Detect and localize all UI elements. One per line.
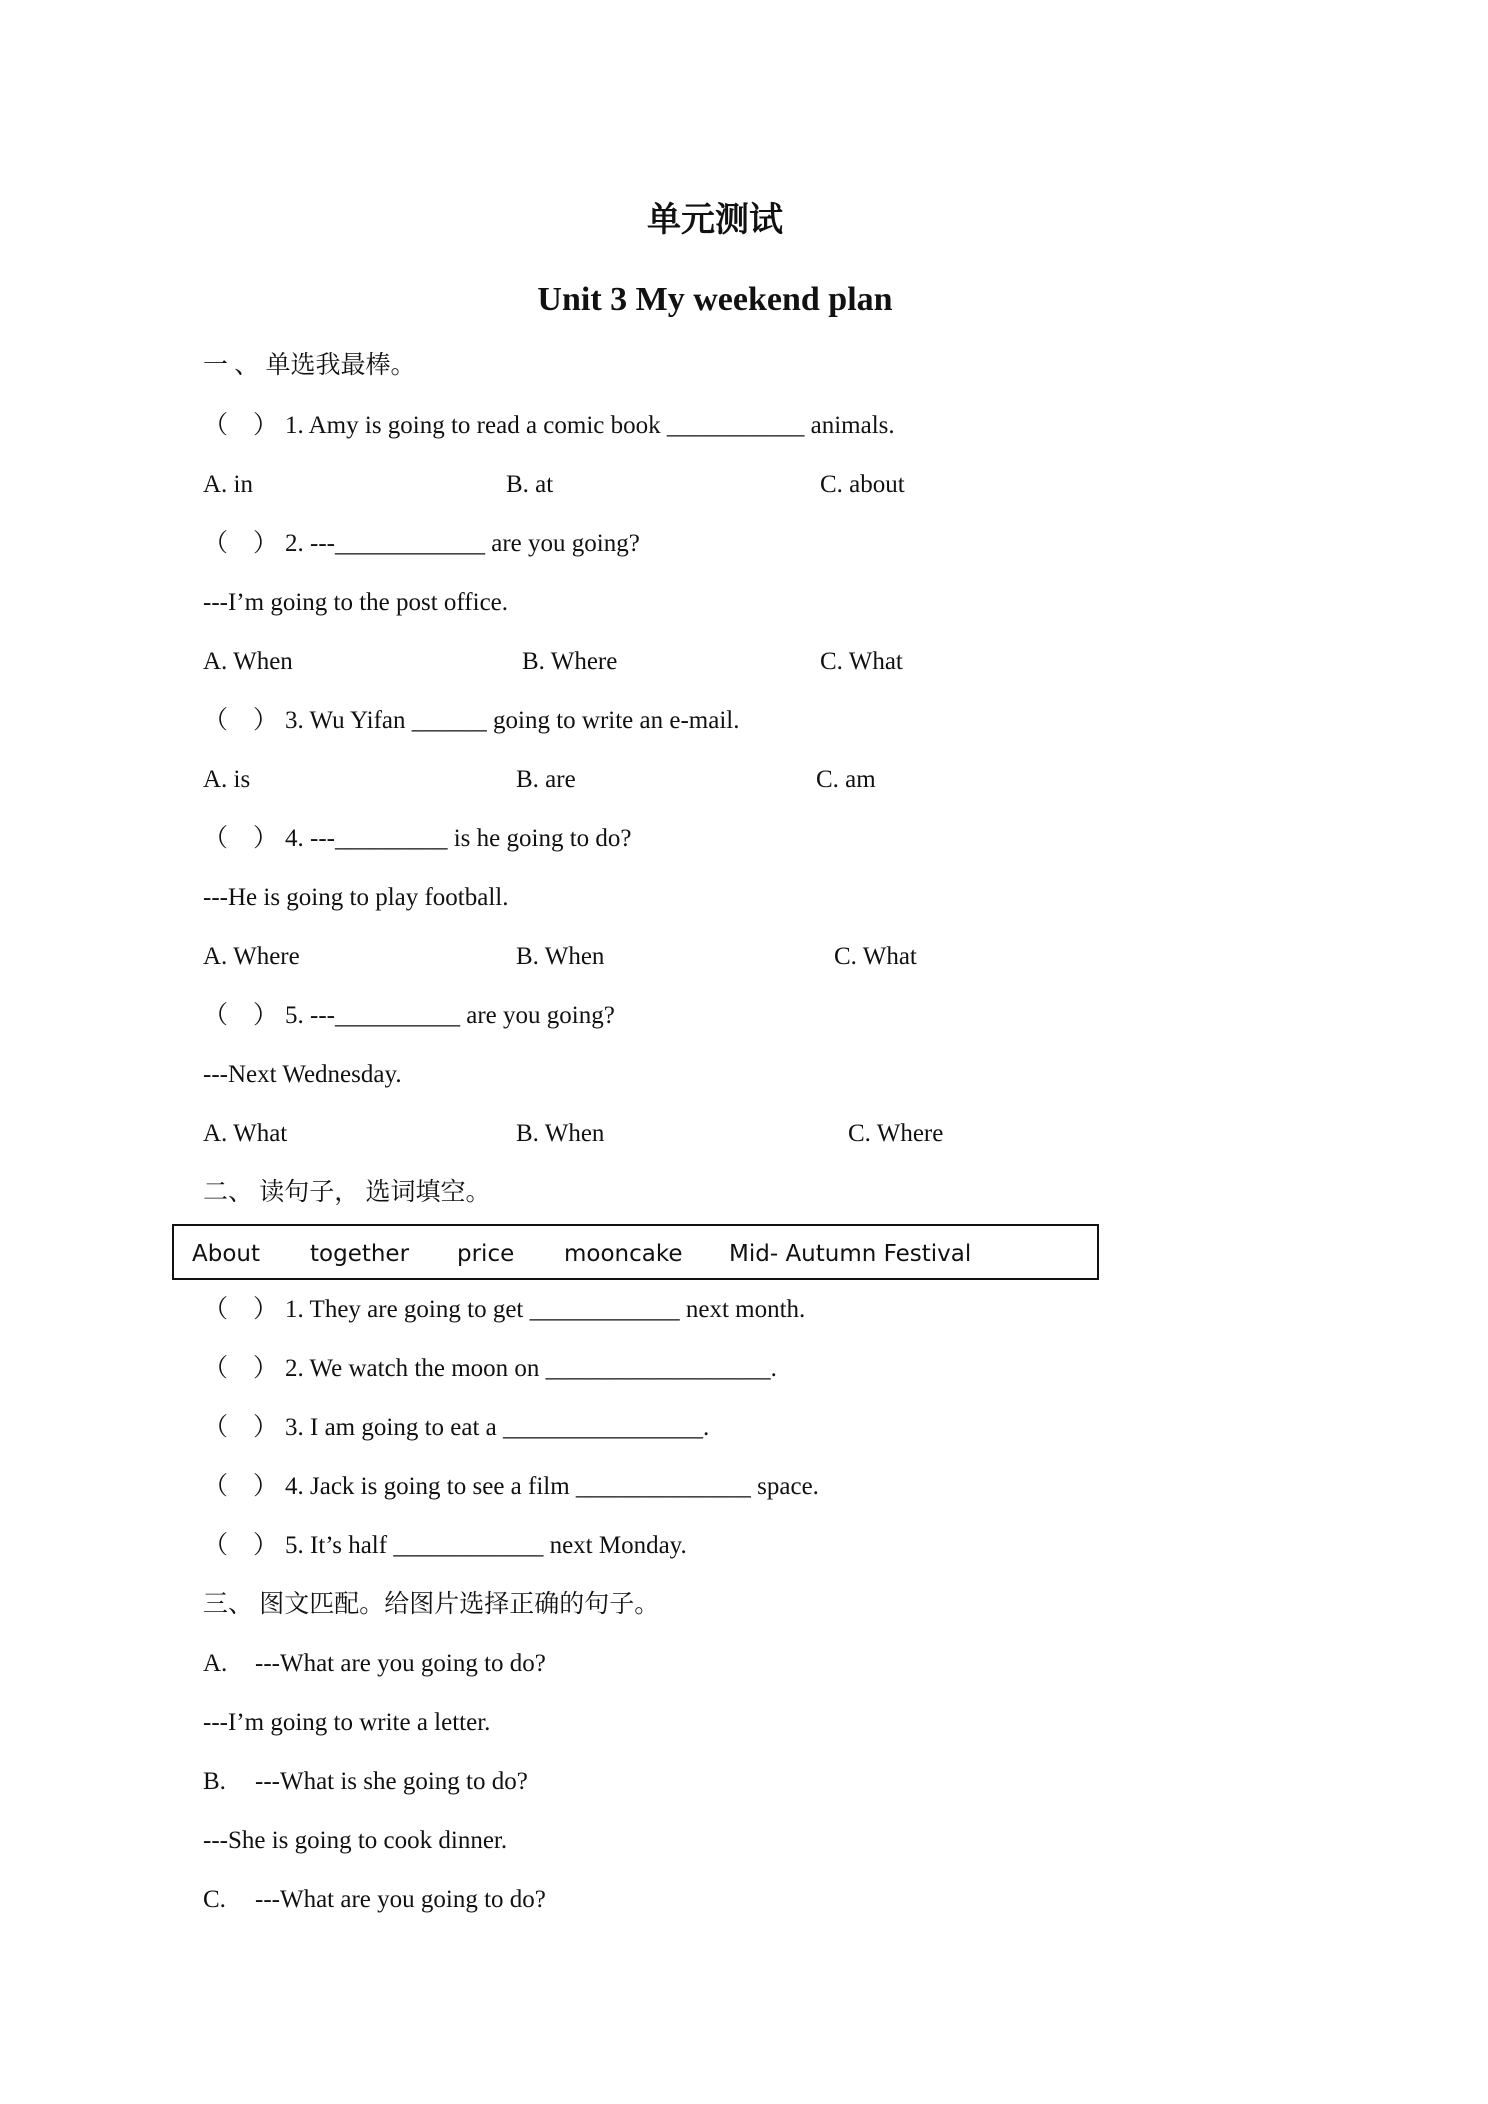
page-title-english: Unit 3 My weekend plan (537, 281, 893, 318)
answer-bracket[interactable]: （ ） (203, 1532, 279, 1559)
option-b: B. are (516, 766, 576, 793)
answer-bracket[interactable]: （ ） (203, 530, 279, 557)
page-title-chinese: 单元测试 (647, 202, 783, 239)
question-2-1: （ ） 1. They are going to get ____________ next month. (203, 1294, 805, 1326)
word-bank-item: together (310, 1241, 410, 1267)
match-item-c: C. ---What are you going to do? (203, 1886, 546, 1913)
word-bank-box (172, 1224, 1099, 1280)
answer-line: ---Next Wednesday. (203, 1061, 402, 1088)
option-c: C. about (820, 471, 905, 498)
option-c: C. am (816, 766, 876, 793)
question-2-4: （ ） 4. Jack is going to see a film ______________ space. (203, 1471, 819, 1503)
match-answer-b: ---She is going to cook dinner. (203, 1827, 508, 1854)
option-a: A. When (203, 648, 293, 675)
answer-bracket[interactable]: （ ） (203, 825, 279, 852)
question-1-5: （ ） 5. ---__________ are you going? (203, 1000, 615, 1032)
word-bank-item: price (457, 1241, 515, 1267)
question-1-3: （ ） 3. Wu Yifan ______ going to write an e-mail. (203, 705, 739, 737)
question-2-2: （ ） 2. We watch the moon on __________________. (203, 1353, 777, 1385)
option-a: A. Where (203, 943, 300, 970)
option-a: A. in (203, 471, 253, 498)
word-bank-item: About (192, 1241, 261, 1267)
answer-line: ---He is going to play football. (203, 884, 509, 911)
section2-heading: 二、 读句子， 选词填空。 (203, 1179, 491, 1206)
option-a: A. is (203, 766, 251, 793)
section1-heading: 一 、 单选我最棒。 (203, 352, 416, 379)
option-b: B. Where (522, 648, 618, 675)
question-2-5: （ ） 5. It’s half ____________ next Monday. (203, 1530, 687, 1562)
option-b: B. When (516, 943, 605, 970)
word-bank-item: Mid- Autumn Festival (729, 1241, 972, 1267)
answer-bracket[interactable]: （ ） (203, 1355, 279, 1382)
option-c: C. What (834, 943, 917, 970)
option-a: A. What (203, 1120, 288, 1147)
answer-bracket[interactable]: （ ） (203, 1296, 279, 1323)
section3-heading: 三、 图文匹配。给图片选择正确的句子。 (203, 1591, 660, 1618)
match-answer-a: ---I’m going to write a letter. (203, 1709, 491, 1736)
question-1-1: （ ） 1. Amy is going to read a comic book ___________ animals. (203, 410, 895, 442)
match-item-a: A. ---What are you going to do? (203, 1650, 546, 1677)
answer-bracket[interactable]: （ ） (203, 707, 279, 734)
option-c: C. Where (848, 1120, 944, 1147)
answer-line: ---I’m going to the post office. (203, 589, 509, 616)
answer-bracket[interactable]: （ ） (203, 412, 279, 439)
option-c: C. What (820, 648, 903, 675)
option-b: B. When (516, 1120, 605, 1147)
question-1-4: （ ） 4. ---_________ is he going to do? (203, 823, 631, 855)
answer-bracket[interactable]: （ ） (203, 1473, 279, 1500)
question-1-2: （ ） 2. ---____________ are you going? (203, 528, 640, 560)
option-b: B. at (506, 471, 554, 498)
match-item-b: B. ---What is she going to do? (203, 1768, 528, 1795)
word-bank-item: mooncake (564, 1241, 683, 1267)
answer-bracket[interactable]: （ ） (203, 1002, 279, 1029)
question-2-3: （ ） 3. I am going to eat a ________________. (203, 1412, 709, 1444)
answer-bracket[interactable]: （ ） (203, 1414, 279, 1441)
